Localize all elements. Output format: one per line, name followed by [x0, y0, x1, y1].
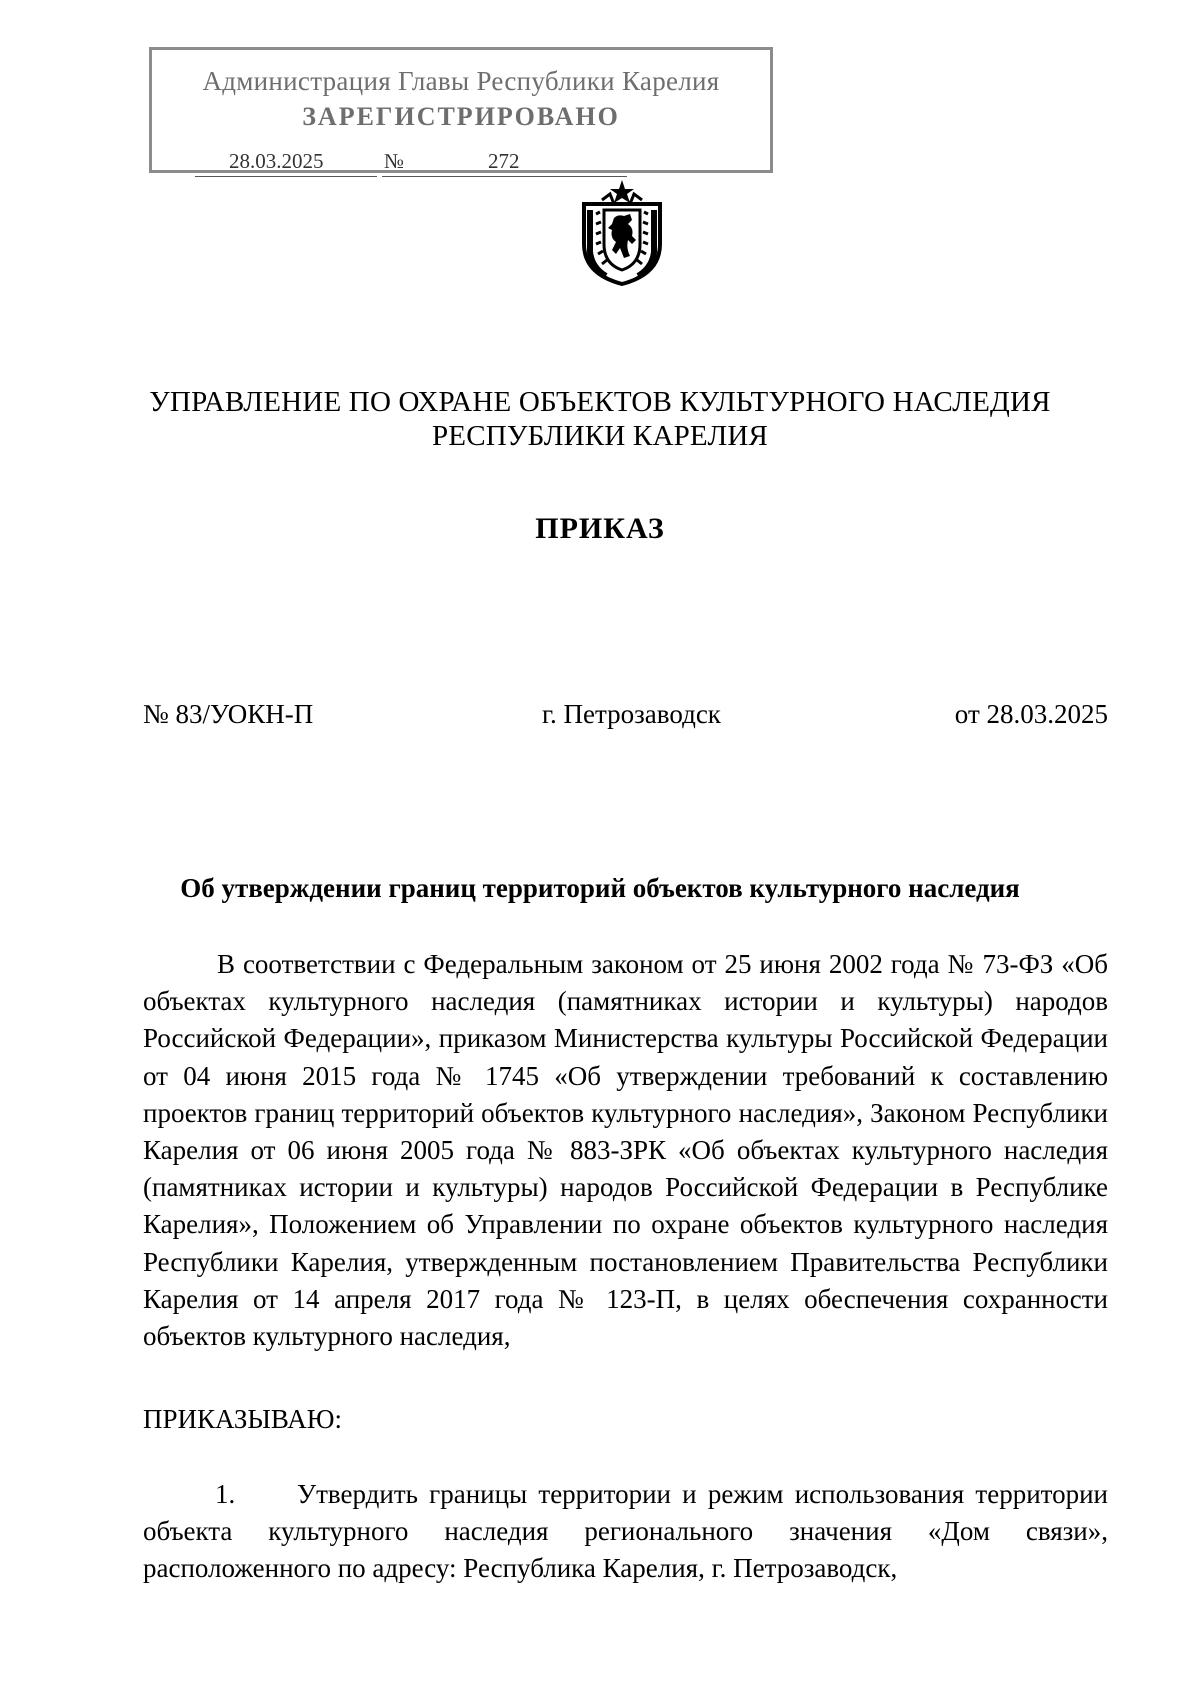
document-type: ПРИКАЗ	[535, 512, 665, 545]
stamp-status: ЗАРЕГИСТРИРОВАНО	[302, 102, 620, 131]
organization-line-1: УПРАВЛЕНИЕ ПО ОХРАНЕ ОБЪЕКТОВ КУЛЬТУРНОГО НАСЛЕДИЯ	[149, 386, 1051, 418]
stamp-number-field	[422, 149, 627, 177]
order-item-number: 1.	[215, 1479, 236, 1509]
order-city: г. Петрозаводск	[542, 699, 721, 729]
order-item	[143, 1476, 1108, 1588]
stamp-date-field	[195, 149, 377, 177]
organization-line-2: РЕСПУБЛИКИ КАРЕЛИЯ	[431, 420, 769, 452]
organization-name	[0, 385, 1200, 453]
order-item-text: Утвердить границы территории и режим использования территории объекта культурного наследия регионального значения «Дом связи», расположенного по адресу: Республика Карелия, г. Петрозаводск,	[143, 1479, 1108, 1584]
stamp-number: 272	[488, 149, 520, 173]
order-number: № 83/УОКН-П	[143, 699, 314, 729]
order-subject: Об утверждении границ территорий объектов культурного наследия	[180, 873, 1020, 903]
registration-stamp	[149, 47, 773, 173]
order-directive: ПРИКАЗЫВАЮ:	[143, 1404, 342, 1434]
order-date: от 28.03.2025	[954, 699, 1108, 729]
karelia-coat-of-arms-icon	[574, 178, 670, 286]
preamble-paragraph: В соответствии с Федеральным законом от 25 июня 2002 года № 73-ФЗ «Об объектах культурного наследия (памятниках истории и культуры) народов Российской Федерации», приказом Министерства культуры Российской Федерации от 04 июня 2015 года № 1745 «Об утверждении требований к составлению проектов границ территорий объектов культурного наследия», Законом Республики Карелия от 06 июня 2005 года № 883-ЗРК «Об объектах культурного наследия (памятниках истории и культуры) народов Российской Федерации в Республике Карелия», Положением об Управлении по охране объектов культурного наследия Республики Карелия, утвержденным постановлением Правительства Республики Карелия от 14 апреля 2017 года № 123-П, в целях обеспечения сохранности объектов культурного наследия,	[143, 949, 1108, 1352]
stamp-organization: Администрация Главы Республики Карелия	[202, 66, 720, 96]
stamp-date: 28.03.2025	[229, 149, 324, 173]
stamp-number-sign: №	[382, 149, 422, 177]
